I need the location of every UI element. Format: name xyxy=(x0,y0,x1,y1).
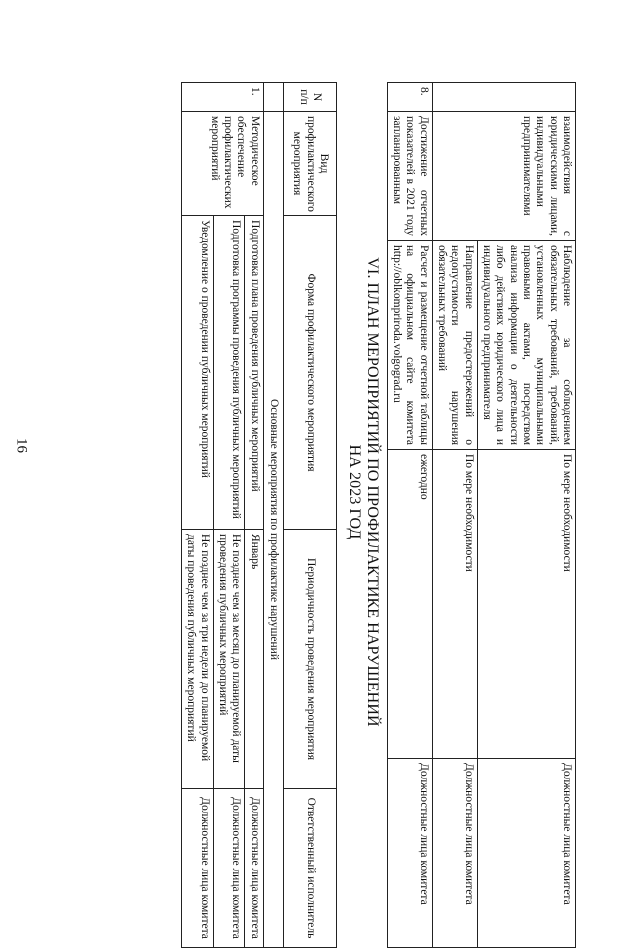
table-cell: Не позднее чем за три недели до планируемой даты проведения публичных мероприятий xyxy=(181,530,213,789)
table-row xyxy=(477,83,575,948)
table-cell: Должностные лица комитета xyxy=(477,759,575,948)
section-title xyxy=(345,82,381,902)
table-cell: Уведомление о проведении публичных мероприятий xyxy=(181,216,213,530)
header-cell: Ответственный исполнитель xyxy=(283,789,336,948)
table-cell: Наблюдение за соблюдением обязательных требований, требований, установленных муниципальными правовыми актами, посредством анализа информации о деятельности либо действиях юридического лица и индивидуального предпринимателя xyxy=(477,241,575,450)
header-cell: N п/п xyxy=(283,83,336,112)
table-cell: Должностные лица комитета xyxy=(181,789,213,948)
table-cell xyxy=(263,83,283,112)
continuation-table xyxy=(387,82,576,948)
table-cell: Достижение отчетных показателей в 2021 году запланированным xyxy=(387,112,432,241)
table-cell: Расчет и размещение отчетной таблицы на официальном сайте комитета http://oblkompriroda.volgograd.ru xyxy=(387,241,432,450)
section-title-line: VI. ПЛАН МЕРОПРИЯТИЙ ПО ПРОФИЛАКТИКЕ НАРУШЕНИЙ xyxy=(363,257,381,727)
plan-table xyxy=(181,82,337,948)
table-cell: Не позднее чем за месяц до планируемой даты проведения публичных мероприятий xyxy=(213,530,245,789)
table-cell: По мере необходимости xyxy=(477,450,575,759)
table-cell xyxy=(432,83,575,112)
table-cell: Должностные лица комитета xyxy=(213,789,245,948)
table-cell: Подготовка плана проведения публичных мероприятий xyxy=(245,216,263,530)
table-cell: Январь xyxy=(245,530,263,789)
table-cell: Должностные лица комитета xyxy=(432,759,477,948)
subheader-cell: Основные мероприятия по профилактике нарушений xyxy=(263,112,283,948)
table-cell: Подготовка программы проведения публичных мероприятий xyxy=(213,216,245,530)
table-cell: Должностные лица комитета xyxy=(245,789,263,948)
rotated-page-content xyxy=(46,82,576,939)
table-cell: 8. xyxy=(387,83,432,112)
table-cell: взаимодействия с юридическими лицами, индивидуальными предпринимателями xyxy=(432,112,575,241)
header-cell: Форма профилактического мероприятия xyxy=(283,216,336,530)
table-cell: Должностные лица комитета xyxy=(387,759,432,948)
table-subheader-row xyxy=(263,83,283,948)
table-cell: ежегодно xyxy=(387,450,432,759)
header-cell: Вид профилактического мероприятия xyxy=(283,112,336,216)
table-row xyxy=(387,83,432,948)
header-cell: Периодичность проведения мероприятия xyxy=(283,530,336,789)
table-cell: Методическое обеспечение профилактических мероприятий xyxy=(181,112,263,216)
table-cell: По мере необходимости xyxy=(432,450,477,759)
table-row xyxy=(245,83,263,948)
section-title-line: НА 2023 ГОД xyxy=(345,444,363,540)
table-header-row xyxy=(283,83,336,948)
table-cell: Направление предостережений о недопустимости нарушения обязательных требований xyxy=(432,241,477,450)
page-number: 16 xyxy=(13,438,30,453)
table-cell: 1. xyxy=(181,83,263,112)
